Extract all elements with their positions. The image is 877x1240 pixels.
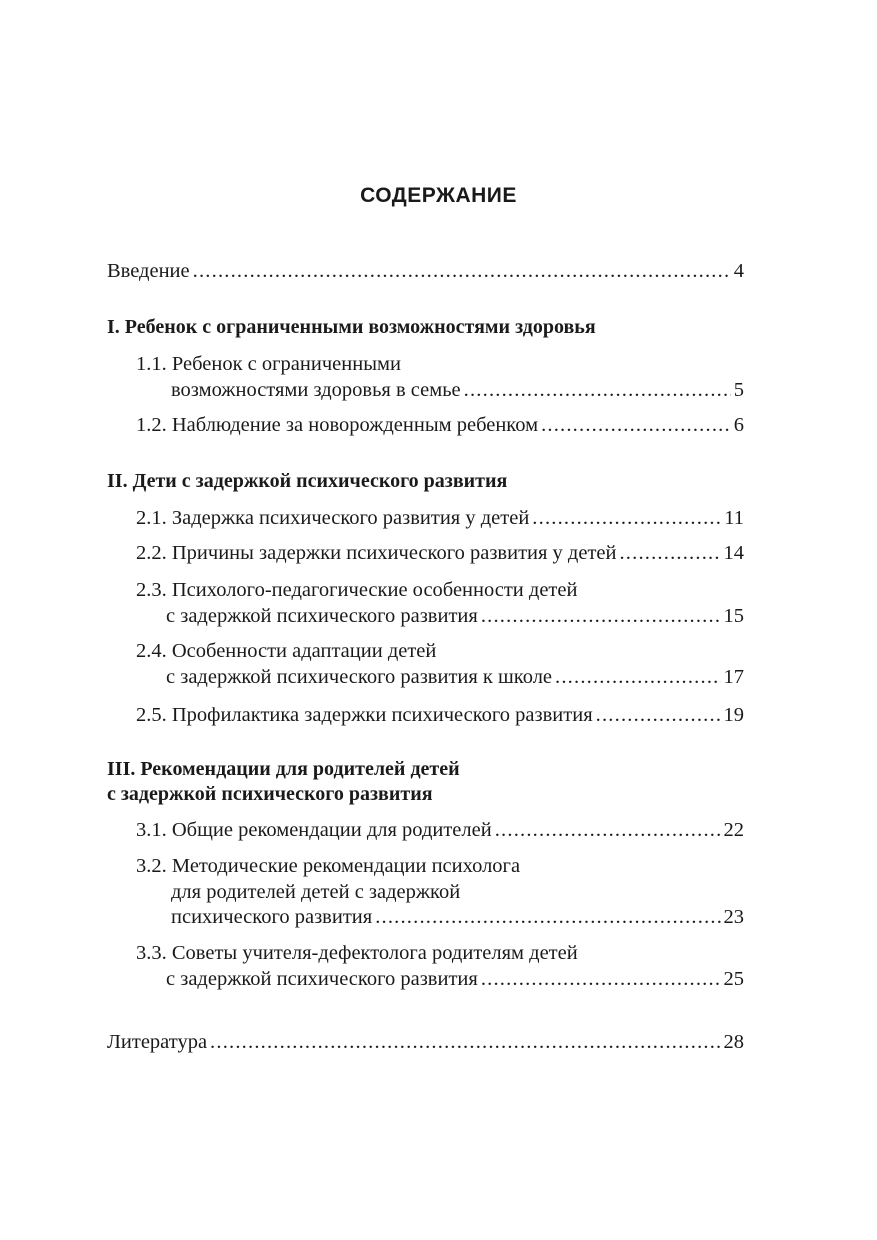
dot-leader bbox=[210, 1029, 720, 1055]
toc-entry-2-2[interactable] bbox=[136, 540, 744, 566]
page-number: 22 bbox=[723, 819, 744, 841]
toc-entry-2-5[interactable] bbox=[136, 702, 744, 728]
dot-leader bbox=[481, 603, 721, 629]
page-number: 15 bbox=[723, 605, 744, 627]
toc-entry-3-2[interactable] bbox=[171, 904, 744, 930]
toc-entry-1-1-line1: 1.1. Ребенок с ограниченными bbox=[136, 353, 401, 375]
page-number: 28 bbox=[723, 1031, 744, 1053]
toc-entry-2-3[interactable] bbox=[166, 603, 744, 629]
toc-entry-label: 1.2. Наблюдение за новорожденным ребенком bbox=[136, 414, 539, 436]
toc-entry-2-1[interactable] bbox=[136, 505, 744, 531]
dot-leader bbox=[619, 540, 720, 566]
toc-entry-3-1[interactable] bbox=[136, 817, 744, 843]
toc-entry-label: с задержкой психического развития bbox=[166, 968, 478, 990]
page-number: 6 bbox=[733, 414, 744, 436]
toc-entry-1-2[interactable] bbox=[136, 412, 744, 438]
toc-entry-3-3[interactable] bbox=[166, 966, 744, 992]
dot-leader bbox=[481, 966, 721, 992]
page-number: 11 bbox=[724, 507, 744, 529]
dot-leader bbox=[375, 904, 720, 930]
page-number: 19 bbox=[723, 704, 744, 726]
section-heading-3-line2: с задержкой психического развития bbox=[107, 783, 433, 805]
section-heading-1: I. Ребенок с ограниченными возможностями здоровья bbox=[107, 316, 596, 338]
toc-entry-3-2-line2: для родителей детей с задержкой bbox=[171, 881, 461, 903]
page-number: 23 bbox=[723, 906, 744, 928]
toc-entry-intro[interactable] bbox=[107, 258, 744, 284]
toc-entry-label: психического развития bbox=[171, 906, 373, 928]
toc-entry-label: 3.1. Общие рекомендации для родителей bbox=[136, 819, 492, 841]
toc-entry-label: с задержкой психического развития к школе bbox=[166, 666, 553, 688]
dot-leader bbox=[464, 377, 731, 403]
toc-entry-2-4[interactable] bbox=[166, 664, 744, 690]
page-number: 25 bbox=[723, 968, 744, 990]
toc-entry-label: возможностями здоровья в семье bbox=[171, 379, 461, 401]
toc-entry-3-2-line1: 3.2. Методические рекомендации психолога bbox=[136, 855, 521, 877]
page-number: 14 bbox=[723, 542, 744, 564]
page-number: 4 bbox=[733, 260, 744, 282]
toc-entry-1-1[interactable] bbox=[171, 377, 744, 403]
dot-leader bbox=[193, 258, 731, 284]
toc-entry-label: 2.5. Профилактика задержки психического развития bbox=[136, 704, 593, 726]
toc-entry-label: Литература bbox=[107, 1031, 208, 1053]
toc-entry-literature[interactable] bbox=[107, 1029, 744, 1055]
toc-entry-2-4-line1: 2.4. Особенности адаптации детей bbox=[136, 640, 437, 662]
section-heading-2: II. Дети с задержкой психического развития bbox=[107, 470, 508, 492]
dot-leader bbox=[495, 817, 721, 843]
toc-entry-label: с задержкой психического развития bbox=[166, 605, 478, 627]
section-heading-3-line1: III. Рекомендации для родителей детей bbox=[107, 758, 460, 780]
toc-entry-2-3-line1: 2.3. Психолого-педагогические особенности детей bbox=[136, 579, 578, 601]
toc-entry-label: 2.1. Задержка психического развития у детей bbox=[136, 507, 530, 529]
toc-entry-3-3-line1: 3.3. Советы учителя-дефектолога родителям детей bbox=[136, 942, 578, 964]
page-number: 5 bbox=[733, 379, 744, 401]
page-number: 17 bbox=[723, 666, 744, 688]
dot-leader bbox=[532, 505, 721, 531]
toc-entry-label: Введение bbox=[107, 260, 190, 282]
toc-entry-label: 2.2. Причины задержки психического развития у детей bbox=[136, 542, 617, 564]
dot-leader bbox=[596, 702, 721, 728]
dot-leader bbox=[541, 412, 731, 438]
dot-leader bbox=[555, 664, 720, 690]
page-title: СОДЕРЖАНИЕ bbox=[360, 184, 517, 207]
